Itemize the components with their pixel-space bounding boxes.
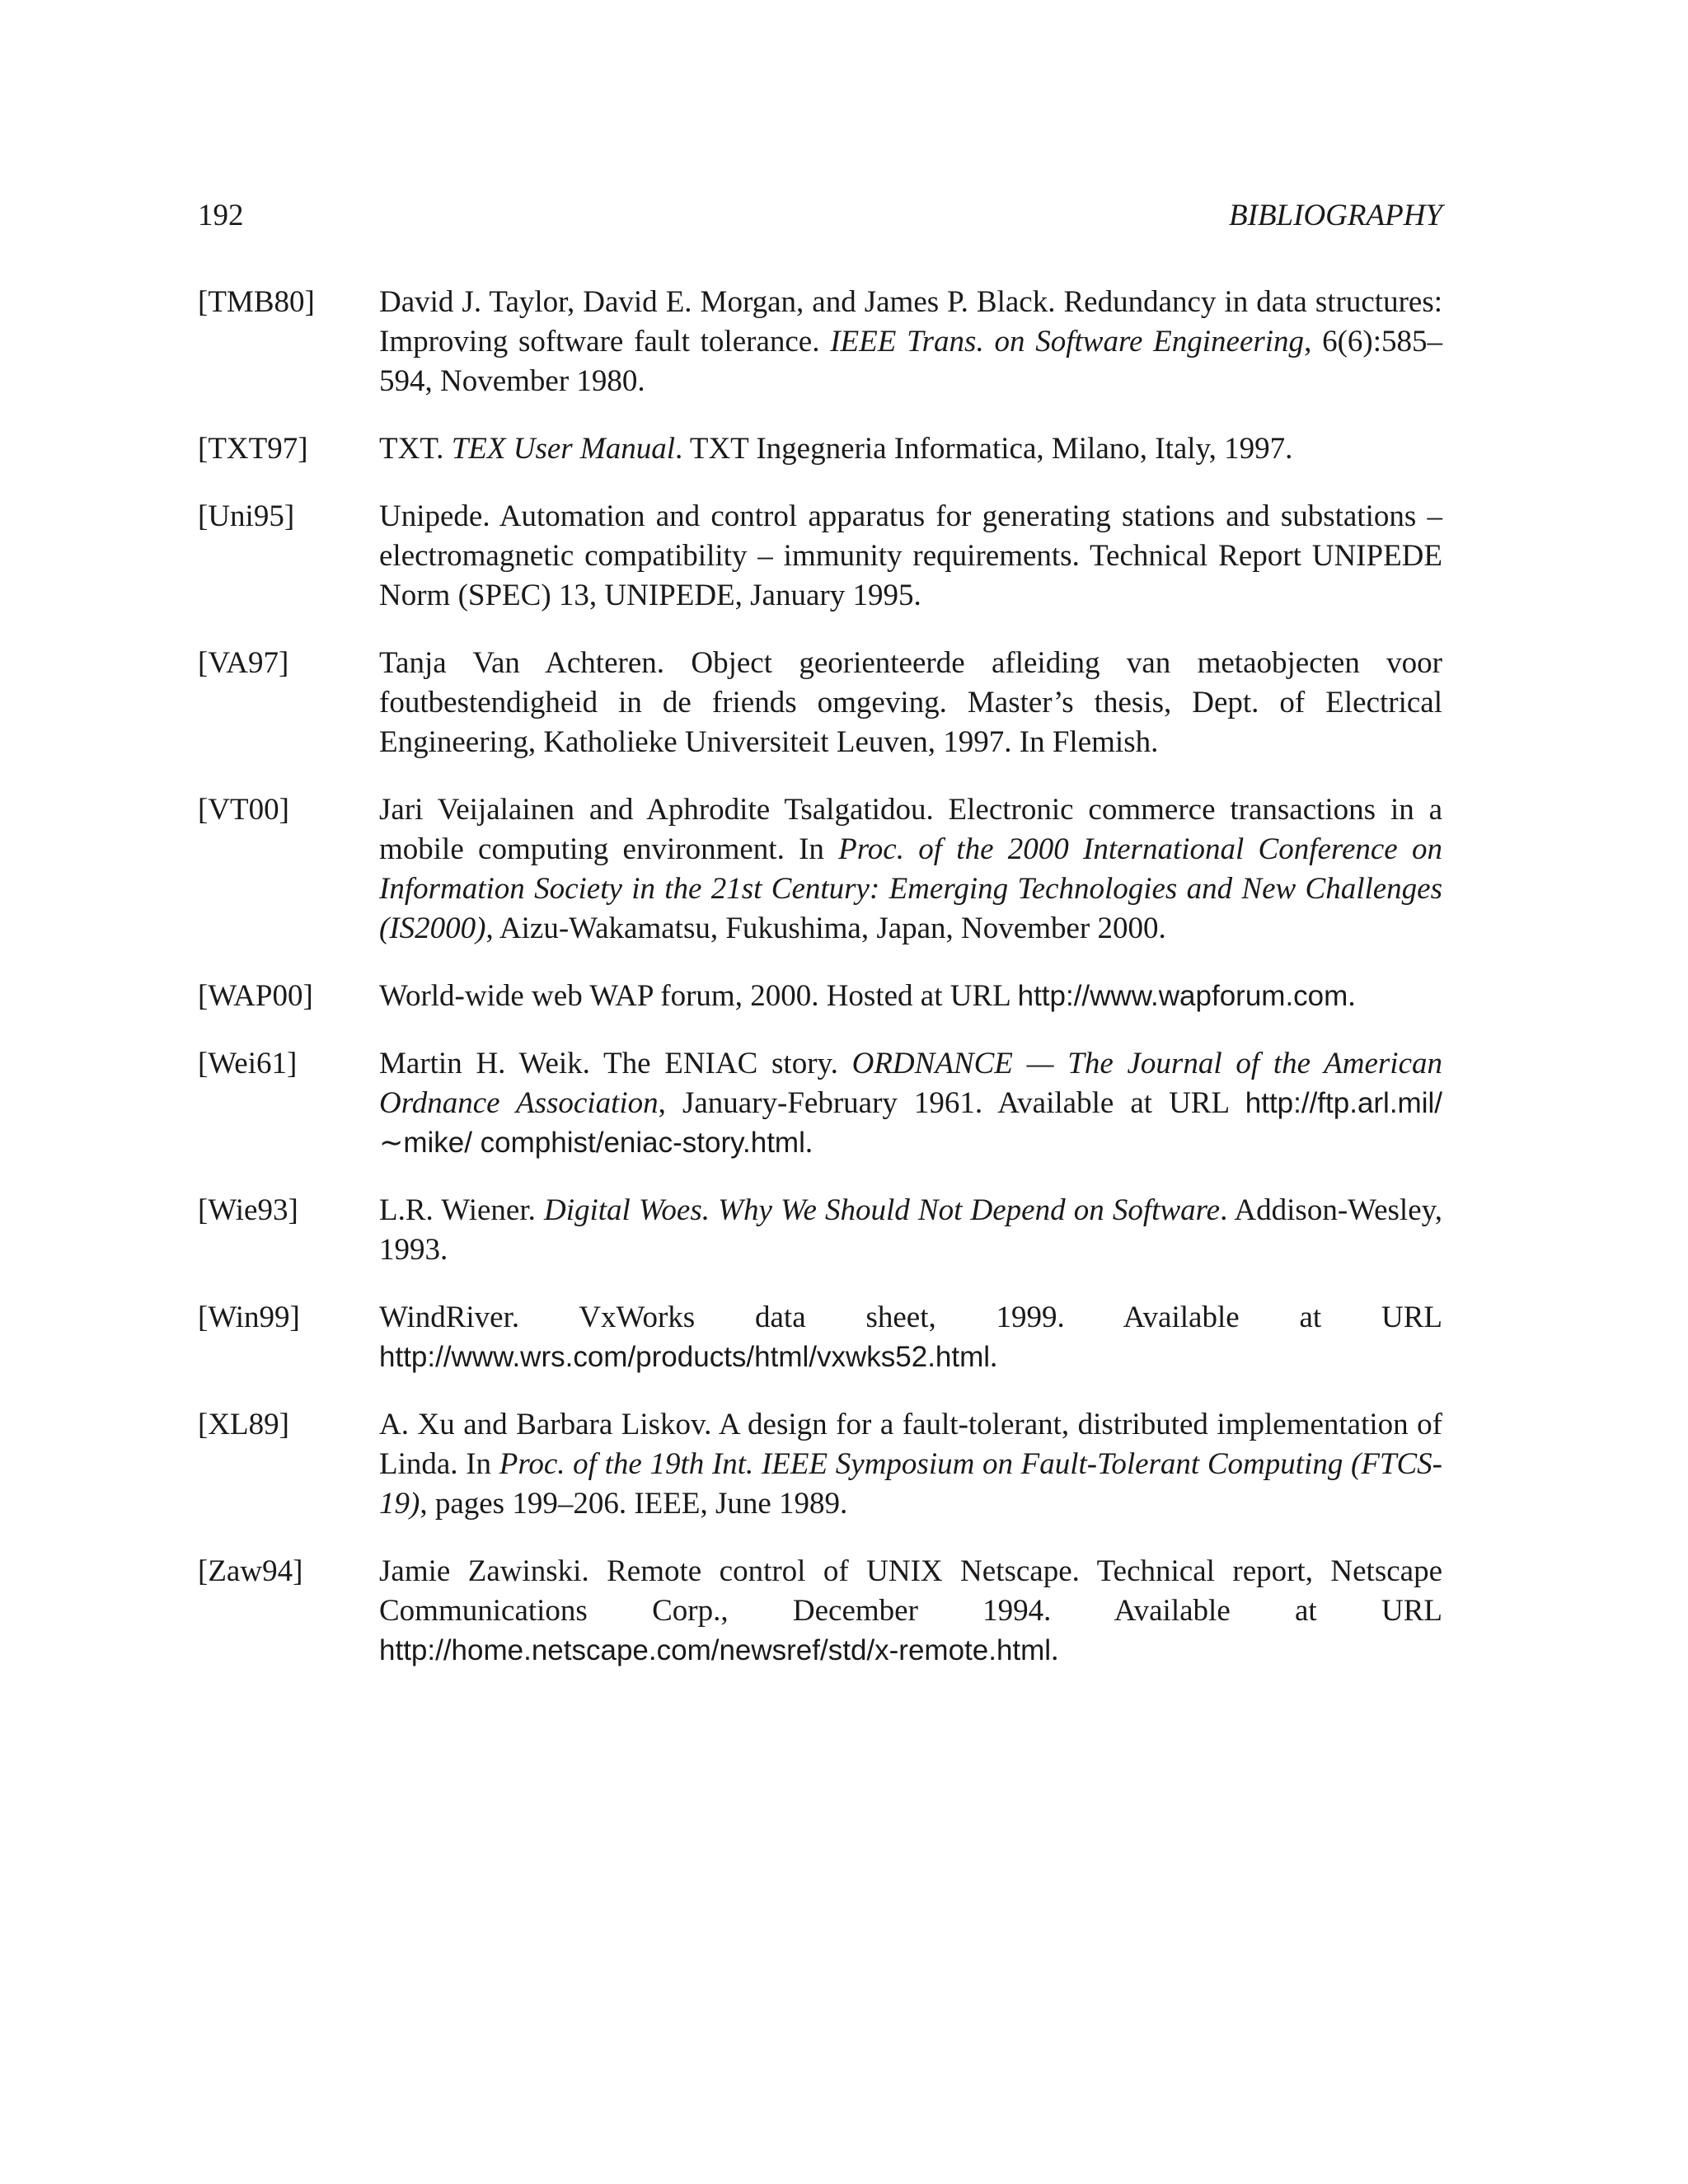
page-header <box>198 198 1442 239</box>
running-title: BIBLIOGRAPHY <box>1229 199 1442 232</box>
bibliography-list <box>198 283 1442 1699</box>
citation-segment: . <box>1348 979 1356 1013</box>
citation-text <box>379 497 1442 616</box>
citation-text <box>379 977 1442 1016</box>
citation-venue: IEEE Trans. on Software Engineering <box>830 325 1305 359</box>
citation-segment: L.R. Wiener. <box>379 1193 544 1227</box>
citation-text <box>379 1044 1442 1163</box>
citation-segment: Jari Veijalainen and Aphrodite Tsalgatidou. Electronic commerce transactions in a mobile computing environment. In <box>379 793 1442 866</box>
citation-segment: TXT. <box>379 432 452 466</box>
citation-key: [Wie93] <box>198 1193 298 1227</box>
citation-segment: , 6(6):585–594, November 1980. <box>379 325 1442 398</box>
citation-text <box>379 1552 1442 1671</box>
citation-text <box>379 644 1442 762</box>
bib-entry-win99 <box>198 1298 1442 1377</box>
citation-key: [VT00] <box>198 793 289 827</box>
citation-key: [Uni95] <box>198 499 295 533</box>
citation-venue: Proc. of the 2000 International Conference on Information Society in the 21st Century: Emerging Technologies and New Challenges (IS2000) <box>379 832 1442 945</box>
citation-url[interactable]: http://home.netscape.com/newsref/std/x-remote.html <box>379 1634 1052 1666</box>
bib-entry-vt00 <box>198 790 1442 949</box>
citation-title: TEX User Manual <box>451 432 676 466</box>
citation-segment: Jamie Zawinski. Remote control of UNIX Netscape. Technical report, Netscape Communications Corp., December 1994. Available at URL <box>379 1554 1442 1628</box>
citation-text <box>379 1191 1442 1270</box>
citation-key: [WAP00] <box>198 979 313 1013</box>
citation-key: [Zaw94] <box>198 1554 303 1588</box>
citation-segment: A. Xu and Barbara Liskov. A design for a fault-tolerant, distributed implementation of Linda. In <box>379 1408 1442 1481</box>
bib-entry-wap00 <box>198 977 1442 1016</box>
citation-title: Digital Woes. Why We Should Not Depend on Software <box>544 1193 1221 1227</box>
citation-venue: ORDNANCE — The Journal of the American Ordnance Association <box>379 1047 1442 1120</box>
bib-entry-wie93 <box>198 1191 1442 1270</box>
citation-text <box>379 283 1442 401</box>
citation-segment: WindRiver. VxWorks data sheet, 1999. Available at URL <box>379 1301 1442 1334</box>
citation-key: [Wei61] <box>198 1047 298 1080</box>
citation-key: [TXT97] <box>198 432 308 466</box>
page-number: 192 <box>198 199 244 232</box>
bib-entry-xl89 <box>198 1405 1442 1524</box>
citation-key: [XL89] <box>198 1408 289 1441</box>
citation-key: [TMB80] <box>198 285 315 319</box>
citation-key: [VA97] <box>198 646 289 680</box>
bib-entry-uni95 <box>198 497 1442 616</box>
citation-segment: Martin H. Weik. The ENIAC story. <box>379 1047 852 1080</box>
citation-segment: , Aizu-Wakamatsu, Fukushima, Japan, November 2000. <box>485 912 1166 945</box>
citation-segment: . <box>990 1340 998 1374</box>
citation-segment: David J. Taylor, David E. Morgan, and James P. Black. Redundancy in data structures: Improving software fault tolerance. <box>379 285 1442 359</box>
citation-segment: . <box>804 1126 814 1160</box>
citation-venue: Proc. of the 19th Int. IEEE Symposium on Fault-Tolerant Computing (FTCS-19) <box>379 1447 1442 1521</box>
citation-text <box>379 1405 1442 1524</box>
citation-segment: . Addison-Wesley, 1993. <box>379 1193 1442 1267</box>
bib-entry-tmb80 <box>198 283 1442 401</box>
citation-segment: . TXT Ingegneria Informatica, Milano, Italy, 1997. <box>675 432 1293 466</box>
bib-entry-txt97 <box>198 429 1442 469</box>
citation-url[interactable]: http://www.wrs.com/products/html/vxwks52.html <box>379 1341 991 1373</box>
bib-entry-zaw94 <box>198 1552 1442 1671</box>
citation-segment: , January-February 1961. Available at URL <box>658 1086 1245 1120</box>
citation-text <box>379 1298 1442 1377</box>
citation-text <box>379 790 1442 949</box>
citation-segment: Unipede. Automation and control apparatus for generating stations and substations – electromagnetic compatibility – immunity requirements. Technical Report UNIPEDE Norm (SPEC) 13, UNIPEDE, January 1995. <box>379 499 1442 612</box>
citation-segment: Tanja Van Achteren. Object georienteerde afleiding van metaobjecten voor foutbestendigheid in de friends omgeving. Master’s thesis, Dept. of Electrical Engineering, Katholieke Universiteit Leuven, 1997. In Flemish. <box>379 646 1442 759</box>
citation-segment: . <box>1051 1633 1059 1667</box>
citation-segment: World-wide web WAP forum, 2000. Hosted at URL <box>379 979 1018 1013</box>
citation-text <box>379 429 1442 469</box>
bib-entry-va97 <box>198 644 1442 762</box>
bib-entry-wei61 <box>198 1044 1442 1163</box>
citation-key: [Win99] <box>198 1301 300 1334</box>
citation-segment: , pages 199–206. IEEE, June 1989. <box>420 1487 848 1521</box>
citation-url[interactable]: http://www.wapforum.com <box>1017 980 1348 1012</box>
citation-url[interactable]: http://ftp.arl.mil/∼mike/ comphist/eniac-story.html <box>379 1087 1442 1159</box>
